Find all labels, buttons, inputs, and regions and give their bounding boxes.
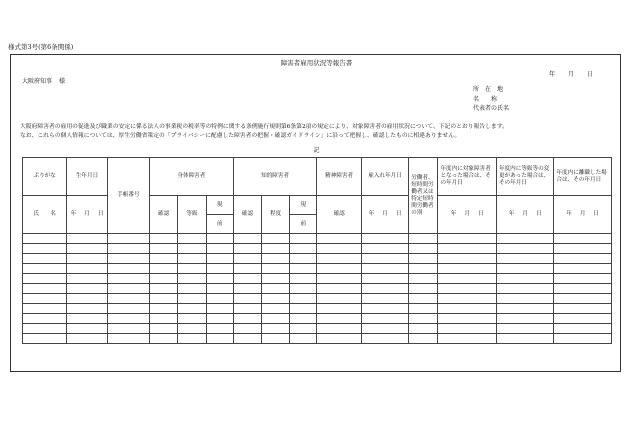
table-cell[interactable] <box>261 244 289 254</box>
table-cell[interactable] <box>554 244 612 254</box>
table-row <box>23 324 612 334</box>
table-cell[interactable] <box>554 254 612 264</box>
disabled-employee-table <box>22 157 612 344</box>
table-cell[interactable] <box>150 254 178 264</box>
table-cell[interactable] <box>261 274 289 284</box>
table-cell[interactable] <box>150 314 178 324</box>
header-mental-disability: 精神障害者 <box>317 158 361 196</box>
table-cell[interactable] <box>438 314 496 324</box>
table-cell[interactable] <box>496 244 553 254</box>
table-cell[interactable] <box>107 294 149 304</box>
physical-current: 現 <box>206 196 233 215</box>
table-cell[interactable] <box>361 334 408 344</box>
table-cell[interactable] <box>206 334 233 344</box>
table-cell[interactable] <box>290 294 317 304</box>
table-cell[interactable] <box>261 334 289 344</box>
header-left-job: 年度内に離職した場合は、その年月日 <box>554 158 612 196</box>
table-cell[interactable] <box>438 244 496 254</box>
table-row <box>23 334 612 344</box>
table-cell[interactable] <box>409 274 438 284</box>
header-hire-date: 雇入れ年月日 <box>361 158 408 196</box>
table-cell[interactable] <box>107 314 149 324</box>
table-cell[interactable] <box>317 254 361 264</box>
table-cell[interactable] <box>23 334 67 344</box>
table-cell[interactable] <box>317 284 361 294</box>
table-cell[interactable] <box>361 244 408 254</box>
table-cell[interactable] <box>290 304 317 314</box>
table-cell[interactable] <box>233 294 261 304</box>
table-cell[interactable] <box>496 234 553 244</box>
table-cell[interactable] <box>554 324 612 334</box>
physical-grade: 等級 <box>178 196 206 234</box>
table-cell[interactable] <box>67 304 107 314</box>
table-cell[interactable] <box>23 314 67 324</box>
table-cell[interactable] <box>261 304 289 314</box>
table-cell[interactable] <box>150 244 178 254</box>
table-row <box>23 254 612 264</box>
report-form-frame <box>10 54 621 372</box>
table-cell[interactable] <box>107 254 149 264</box>
table-cell[interactable] <box>23 274 67 284</box>
statement-line-2: なお、これらの個人情報については、厚生労働省策定の「プライバシーに配慮した障害者の把握・確認ガイドライン」に沿って把握し、確認したものに相違ありません。 <box>20 132 461 139</box>
table-cell[interactable] <box>178 264 206 274</box>
applicant-block <box>473 85 509 114</box>
table-cell[interactable] <box>261 294 289 304</box>
table-cell[interactable] <box>317 234 361 244</box>
table-cell[interactable] <box>67 294 107 304</box>
table-cell[interactable] <box>67 334 107 344</box>
physical-confirm: 確認 <box>150 196 178 234</box>
table-cell[interactable] <box>150 264 178 274</box>
table-cell[interactable] <box>178 334 206 344</box>
intellectual-confirm: 確認 <box>233 196 261 234</box>
table-cell[interactable] <box>361 324 408 334</box>
table-cell[interactable] <box>496 314 553 324</box>
physical-previous: 前 <box>206 215 233 234</box>
table-cell[interactable] <box>409 244 438 254</box>
table-cell[interactable] <box>409 264 438 274</box>
header-intellectual-disability: 知的障害者 <box>233 158 317 196</box>
date-month: 月 <box>567 71 575 78</box>
intellectual-previous: 前 <box>290 215 317 234</box>
table-cell[interactable] <box>438 334 496 344</box>
table-cell[interactable] <box>409 234 438 244</box>
table-cell[interactable] <box>409 304 438 314</box>
table-cell[interactable] <box>206 244 233 254</box>
table-cell[interactable] <box>23 304 67 314</box>
table-cell[interactable] <box>150 304 178 314</box>
table-cell[interactable] <box>317 264 361 274</box>
table-cell[interactable] <box>23 324 67 334</box>
table-cell[interactable] <box>178 304 206 314</box>
statement-line-1: 大阪府障害者の雇用の促進及び職業の安定に係る法人の事業税の税率等の特例に関する条例施行規則第6条第2項の規定により、対象障害者の雇用状況について、下記のとおり報告します。 <box>20 124 508 130</box>
target-ymd: 年 月 日 <box>438 196 496 234</box>
table-cell[interactable] <box>233 244 261 254</box>
table-cell[interactable] <box>150 234 178 244</box>
table-cell[interactable] <box>67 324 107 334</box>
table-cell[interactable] <box>233 304 261 314</box>
table-cell[interactable] <box>554 314 612 324</box>
header-name: 氏 名 <box>23 196 67 234</box>
table-cell[interactable] <box>206 294 233 304</box>
table-cell[interactable] <box>107 284 149 294</box>
table-cell[interactable] <box>496 284 553 294</box>
table-cell[interactable] <box>317 244 361 254</box>
left-ymd: 年 月 日 <box>554 196 612 234</box>
table-cell[interactable] <box>233 314 261 324</box>
table-cell[interactable] <box>409 334 438 344</box>
table-cell[interactable] <box>361 284 408 294</box>
table-cell[interactable] <box>290 314 317 324</box>
table-cell[interactable] <box>206 274 233 284</box>
table-cell[interactable] <box>409 254 438 264</box>
table-cell[interactable] <box>233 334 261 344</box>
birth-ymd: 年 月 日 <box>67 196 107 234</box>
table-row <box>23 284 612 294</box>
table-row <box>23 274 612 284</box>
table-cell[interactable] <box>496 324 553 334</box>
table-cell[interactable] <box>554 304 612 314</box>
table-cell[interactable] <box>261 234 289 244</box>
table-cell[interactable] <box>361 274 408 284</box>
table-cell[interactable] <box>206 304 233 314</box>
company-name-label[interactable]: 名 称 <box>473 95 498 103</box>
table-cell[interactable] <box>409 294 438 304</box>
table-cell[interactable] <box>233 264 261 274</box>
table-cell[interactable] <box>233 284 261 294</box>
table-cell[interactable] <box>233 274 261 284</box>
table-cell[interactable] <box>206 324 233 334</box>
document-title: 障害者雇用状況等報告書 <box>280 59 353 67</box>
table-cell[interactable] <box>150 294 178 304</box>
table-cell[interactable] <box>23 244 67 254</box>
table-cell[interactable] <box>361 264 408 274</box>
table-cell[interactable] <box>107 234 149 244</box>
table-cell[interactable] <box>496 334 553 344</box>
table-cell[interactable] <box>361 294 408 304</box>
table-row <box>23 304 612 314</box>
table-cell[interactable] <box>150 324 178 334</box>
intellectual-degree: 程度 <box>261 196 289 234</box>
table-cell[interactable] <box>107 264 149 274</box>
table-cell[interactable] <box>361 304 408 314</box>
table-cell[interactable] <box>290 264 317 274</box>
table-cell[interactable] <box>438 294 496 304</box>
table-cell[interactable] <box>438 254 496 264</box>
table-cell[interactable] <box>290 254 317 264</box>
header-grade-change: 年度内に等級等の変更があった場合は、その年月日 <box>496 158 553 196</box>
table-cell[interactable] <box>23 254 67 264</box>
table-row <box>23 244 612 254</box>
table-row <box>23 264 612 274</box>
header-furigana: ぷりがな <box>23 158 67 196</box>
table-cell[interactable] <box>23 234 67 244</box>
table-cell[interactable] <box>290 274 317 284</box>
address-label[interactable]: 所 在 地 <box>473 86 504 93</box>
header-worker-type: 労働者、短時間労働者又は特定短時間労働者の別 <box>409 158 438 234</box>
table-cell[interactable] <box>317 334 361 344</box>
table-cell[interactable] <box>23 284 67 294</box>
table-cell[interactable] <box>150 274 178 284</box>
table-cell[interactable] <box>150 284 178 294</box>
table-cell[interactable] <box>496 254 553 264</box>
table-cell[interactable] <box>206 284 233 294</box>
table-cell[interactable] <box>23 264 67 274</box>
table-cell[interactable] <box>496 294 553 304</box>
table-cell[interactable] <box>233 234 261 244</box>
table-cell[interactable] <box>409 324 438 334</box>
table-cell[interactable] <box>290 234 317 244</box>
table-cell[interactable] <box>554 264 612 274</box>
table-cell[interactable] <box>317 274 361 284</box>
table-cell[interactable] <box>67 234 107 244</box>
table-cell[interactable] <box>317 304 361 314</box>
table-cell[interactable] <box>206 264 233 274</box>
table-cell[interactable] <box>67 264 107 274</box>
hire-ymd: 年 月 日 <box>361 196 408 234</box>
table-cell[interactable] <box>361 234 408 244</box>
report-date[interactable] <box>537 69 594 78</box>
table-cell[interactable] <box>554 234 612 244</box>
table-cell[interactable] <box>496 304 553 314</box>
table-cell[interactable] <box>23 294 67 304</box>
table-cell[interactable] <box>438 324 496 334</box>
table-row <box>23 314 612 324</box>
table-cell[interactable] <box>317 324 361 334</box>
table-cell[interactable] <box>150 334 178 344</box>
table-cell[interactable] <box>554 294 612 304</box>
table-cell[interactable] <box>361 314 408 324</box>
addressee <box>22 76 65 85</box>
table-cell[interactable] <box>261 314 289 324</box>
table-cell[interactable] <box>107 324 149 334</box>
table-cell[interactable] <box>206 314 233 324</box>
table-row <box>23 234 612 244</box>
table-cell[interactable] <box>67 284 107 294</box>
table-cell[interactable] <box>107 304 149 314</box>
table-cell[interactable] <box>409 314 438 324</box>
table-cell[interactable] <box>178 284 206 294</box>
table-cell[interactable] <box>261 264 289 274</box>
addressee-honorific: 様 <box>59 78 66 85</box>
form-number: 様式第3号(第6条関係) <box>8 43 74 51</box>
report-statement <box>20 123 618 140</box>
table-cell[interactable] <box>178 314 206 324</box>
table-cell[interactable] <box>290 334 317 344</box>
header-handbook-number: 手帳番号 <box>107 158 149 234</box>
table-cell[interactable] <box>554 334 612 344</box>
table-cell[interactable] <box>67 274 107 284</box>
table-cell[interactable] <box>438 304 496 314</box>
table-cell[interactable] <box>107 244 149 254</box>
intellectual-current: 現 <box>290 196 317 215</box>
table-cell[interactable] <box>67 314 107 324</box>
header-became-target: 年度内に対象障害者となった場合は、その年月日 <box>438 158 496 196</box>
table-cell[interactable] <box>233 324 261 334</box>
table-cell[interactable] <box>261 284 289 294</box>
table-cell[interactable] <box>233 254 261 264</box>
table-cell[interactable] <box>496 274 553 284</box>
table-cell[interactable] <box>438 264 496 274</box>
table-cell[interactable] <box>261 324 289 334</box>
table-cell[interactable] <box>290 284 317 294</box>
table-cell[interactable] <box>554 274 612 284</box>
header-physical-disability: 身体障害者 <box>150 158 234 196</box>
mental-confirm: 確認 <box>317 196 361 234</box>
table-cell[interactable] <box>438 274 496 284</box>
table-cell[interactable] <box>67 244 107 254</box>
representative-label[interactable]: 代表者の氏名 <box>473 105 510 112</box>
table-cell[interactable] <box>496 264 553 274</box>
table-cell[interactable] <box>178 254 206 264</box>
ki-heading: 記 <box>313 147 320 154</box>
table-cell[interactable] <box>107 274 149 284</box>
date-year: 年 <box>548 71 556 78</box>
table-cell[interactable] <box>178 244 206 254</box>
table-cell[interactable] <box>261 254 289 264</box>
header-birth-date: 生年月日 <box>67 158 107 196</box>
table-cell[interactable] <box>317 294 361 304</box>
date-day: 日 <box>586 71 594 78</box>
table-cell[interactable] <box>438 234 496 244</box>
table-cell[interactable] <box>409 284 438 294</box>
table-cell[interactable] <box>178 274 206 284</box>
table-cell[interactable] <box>178 294 206 304</box>
table-cell[interactable] <box>290 244 317 254</box>
table-cell[interactable] <box>67 254 107 264</box>
table-cell[interactable] <box>438 284 496 294</box>
table-cell[interactable] <box>178 234 206 244</box>
table-cell[interactable] <box>107 334 149 344</box>
table-row <box>23 294 612 304</box>
table-cell[interactable] <box>290 324 317 334</box>
table-cell[interactable] <box>361 254 408 264</box>
table-cell[interactable] <box>206 254 233 264</box>
table-cell[interactable] <box>178 324 206 334</box>
grade-change-ymd: 年 月 日 <box>496 196 553 234</box>
table-cell[interactable] <box>206 234 233 244</box>
table-cell[interactable] <box>554 284 612 294</box>
addressee-name: 大阪府知事 <box>22 78 53 85</box>
table-cell[interactable] <box>317 314 361 324</box>
